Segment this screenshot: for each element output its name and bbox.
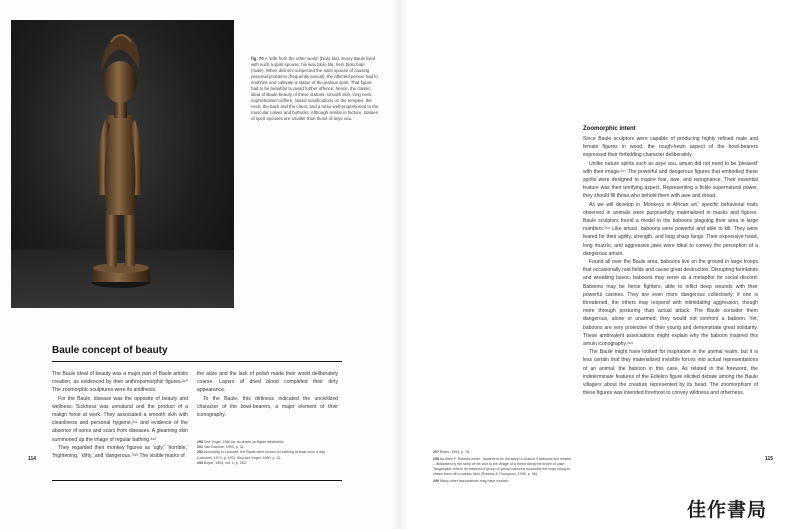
paragraph: the adze and the lack of polish made their wood deliberately coarse. Layers of dried blood completed their dirty appearance. bbox=[197, 371, 338, 394]
subheading: Zoomorphic intent bbox=[583, 126, 636, 132]
footnote bbox=[433, 450, 573, 455]
bottom-rule bbox=[52, 480, 342, 481]
footnote-number: 297 bbox=[433, 450, 439, 454]
book-gutter bbox=[392, 0, 408, 529]
caption-label: fig. 70 bbox=[251, 56, 264, 61]
footnote bbox=[433, 479, 573, 484]
footnote-text: Many other associations may have existed. bbox=[440, 479, 509, 484]
footnote-text: Boyer, 1993, vol. 1, p. 263. bbox=[204, 460, 247, 465]
footnote bbox=[197, 461, 338, 466]
footnote-text: See Vogel, 1980 for an article on Baule aesthetics. bbox=[204, 440, 285, 444]
page-number-right: 115 bbox=[765, 456, 774, 462]
paragraph: For the Baule, disease was the opposite of beauty and wellness. Sickness was unnatural and the product of a malign force at work. They associated a smooth skin with cleanliness and personal hygiene,²⁹¹ and evidence of the absence of sores and scars from diseases. A gleaming skin summoned up the image of regular bathing.²⁹² bbox=[52, 395, 188, 443]
paragraph: Since Baule sculptors were capable of producing highly refined male and female figures in wood, the rough-hewn aspect of the bowl-bearers expressed their forbidding character deliberately. bbox=[583, 136, 758, 159]
publisher-watermark: 佳作書局 bbox=[687, 499, 768, 521]
caption-text: A ‘wife from the other world’ (blolo bla). Every Baule lived with such a spirit spouse; his was blolo bla, hers blolo bian (male). When diviners suspected the spirit spouse of causing personal problems (frequently sexual), the affected person had to enshrine and cultivate a statue of the jealous spirit. That figure had to be beautiful to avoid further offence; hence, the classic ideal of Baule beauty of these statues: smooth skin, long neck, sophisticated coiffure, raised scarifications on the temples, the neck, the back and the chest, and a torso well-proportioned to the muscular calves and buttocks. Although similar in facture, statues of spirit spouses are smaller than those of asye usu. bbox=[251, 56, 379, 121]
footnote-number: 292 bbox=[197, 450, 203, 455]
baule-figure-illustration bbox=[11, 20, 234, 308]
left-footnotes bbox=[197, 440, 338, 466]
paragraph: Unlike nature spirits such as asye usu, amuin did not need to be ‘pleased’ with their image.²⁹⁷ The powerful and dangerous figures that embodied these spirits were designed to inspire fear, awe, and repugnance. Their essential feature was their terrifying aspect. Representing a fickle supernatural power, they should fill those who behold them with awe and dread. bbox=[583, 160, 758, 200]
right-column bbox=[583, 135, 758, 398]
paragraph: To the Baule, this dirtiness indicated the uncivilized character of the bowl-bearers, a major element of their iconography. bbox=[197, 395, 338, 419]
paragraph: The Baule ideal of beauty was a major part of Baule artistic creation, as evidenced by their anthropomorphic figures.²⁹⁰ The zoomorphic sculptures were its antithesis. bbox=[52, 371, 188, 394]
footnote-text: As Allen F. Roberts wrote: ‘Ianderiers do not stand a chance if baboons live nearby’ – illustrated by the story of his visit to the village of a friend along the shore of Lake Tanganyika, where he watched a group of yellow baboons hoodwink the boys trying to chase them off a manioc field (Roberts & Thompson, 1995, p. 96). bbox=[433, 456, 572, 477]
left-column-2 bbox=[197, 370, 338, 419]
paragraph: As we will develop in ‘Monkeys in African art,’ specific behavioral traits observed in animals were purposefully materialized in masks and figures. Baule sculptors found a model in the baboons plaguing their area in large numbers.²⁹⁸ Like amuin, baboons were powerful and able to kill. They were feared for their agility, strength, and long sharp fangs. Their expressive head, long muzzle, and aggressive jaws were ideal to convey the perception of a dangerous amuin. bbox=[583, 201, 758, 257]
footnote-number: 293 bbox=[197, 460, 203, 465]
figure-caption bbox=[251, 56, 379, 122]
left-column-1 bbox=[52, 370, 188, 460]
footnote-number: 299 bbox=[433, 479, 439, 484]
footnote-text: Boyer, 1993, p. 28. bbox=[440, 450, 471, 454]
section-title: Baule concept of beauty bbox=[52, 345, 342, 362]
paragraph: They regarded their monkey figures as ‘ugly,’ ‘horrible,’ ‘frightening,’ ‘dirty,’ and ‘dangerous.’²⁹³ The visible marks of bbox=[52, 444, 188, 460]
footnote-text: Van Damme, 1993, p. 31. bbox=[204, 445, 245, 450]
page-number-left: 114 bbox=[28, 456, 37, 462]
footnote bbox=[197, 450, 338, 460]
footnote-number: 290 bbox=[197, 440, 203, 444]
footnote bbox=[433, 457, 573, 478]
footnote-text: According to Lalouvet, the Baule were known for bathing at least once a day (Lalouvet, 1974, p. 193). Also see Vogel, 1980, p. 14. bbox=[197, 450, 325, 460]
footnote-number: 298 bbox=[433, 456, 439, 461]
right-footnotes bbox=[433, 450, 573, 486]
paragraph: Found all over the Baule area, baboons live on the ground in large troops that occasionally raid fields and cause great destruction. Disrupting farmlands and wreaking havoc, baboons may serve as a metaphor for social discord. Baboons may be fierce fighters, able to inflict deep wounds with their powerful canines. They are even more dangerous collectively; if one is threatened, the others may respond with intimidating aggression, though more through posturing than actual attack. The Baule consider them dangerous, alone or unarmed; they would not confront a baboon. Yet, baboons are very protective of their young and demonstrate great solidarity. These ambivalent associations might explain why the baboon inspired this amuin iconography.²⁹⁹ bbox=[583, 259, 758, 348]
footnote-number: 291 bbox=[197, 445, 203, 450]
paragraph: The Baule might have looked for inspiration in the animal realm, but it is less certain that they materialized invisible forces into actual representations of an animal, the baboon in this case. As related in the foreword, the indeterminate features of the Ediekro figure elicited debate among the Baule villagers about the creature represented by its head. The zoomorphism of these figures was intended foremost to convey wildness and otherness. bbox=[583, 349, 758, 397]
baule-figure-photo bbox=[11, 20, 234, 308]
